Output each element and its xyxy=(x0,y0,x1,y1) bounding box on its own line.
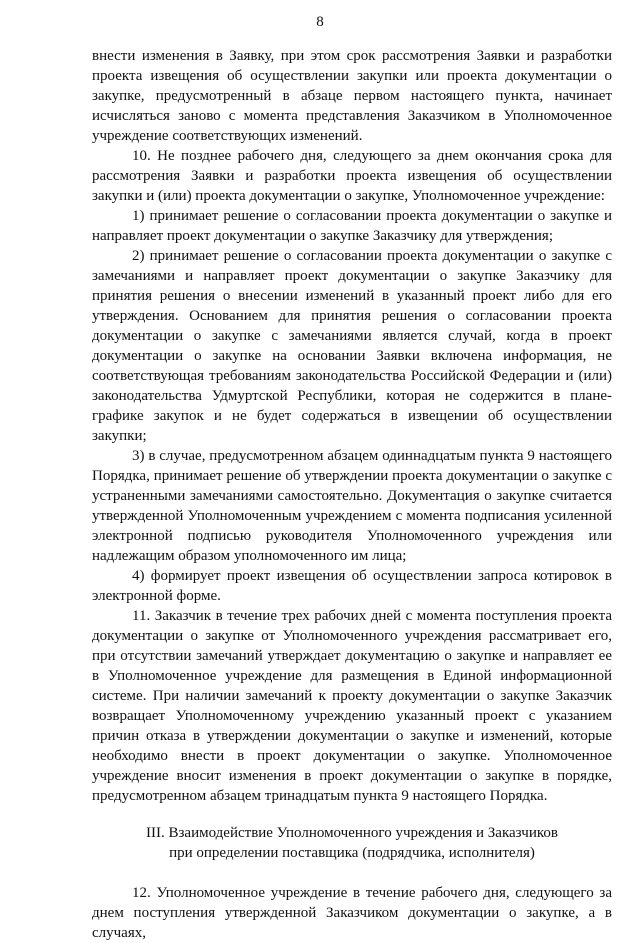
paragraph-subitem-1: 1) принимает решение о согласовании проекта документации о закупке и направляет проект документации о закупке Заказчику для утверждения; xyxy=(92,208,612,244)
paragraph-item-11: 11. Заказчик в течение трех рабочих дней с момента поступления проекта документации о закупке от Уполномоченного учреждения рассматривает его, при отсутствии замечаний утверждает документацию о закупке и направляет ее в Уполномоченное учреждение для размещения в Единой информационной системе. При наличии замечаний к проекту документации о закупке Заказчик возвращает Уполномоченному учреждению указанный проект с указанием причин отказа в утверждении документации о закупке и изменений, которые необходимо внести в проект документации о закупке. Уполномоченное учреждение вносит изменения в проект документации о закупке в порядке, предусмотренном абзацем тринадцатым пункта 9 настоящего Порядка. xyxy=(92,608,612,804)
section-heading-line-2: при определении поставщика (подрядчика, исполнителя) xyxy=(169,845,535,861)
document-body xyxy=(92,46,612,943)
paragraph-item-12: 12. Уполномоченное учреждение в течение рабочего дня, следующего за днем поступления утвержденной Заказчиком документации о закупке, а в случаях, xyxy=(92,885,612,941)
paragraph-subitem-3: 3) в случае, предусмотренном абзацем одиннадцатым пункта 9 настоящего Порядка, принимает решение об утверждении проекта документации о закупке с устраненными замечаниями самостоятельно. Документация о закупке считается утвержденной Уполномоченным учреждением с момента подписания усиленной электронной подписью руководителя Уполномоченного учреждения или надлежащим образом уполномоченного им лица; xyxy=(92,448,612,564)
page-number: 8 xyxy=(316,14,324,30)
paragraph-subitem-2: 2) принимает решение о согласовании проекта документации о закупке с замечаниями и направляет проект документации о закупке Заказчику для принятия решения о внесении изменений в указанный проект либо для его утверждения. Основанием для принятия решения о согласовании проекта документации о закупке с замечаниями является случай, когда в проект документации о закупке на основании Заявки включена информация, не соответствующая требованиям законодательства Российской Федерации и (или) законодательства Удмуртской Республики, которая не содержится в плане-графике закупок и не будет содержаться в извещении об осуществлении закупки; xyxy=(92,248,612,444)
section-heading xyxy=(92,823,612,863)
paragraph-item-10: 10. Не позднее рабочего дня, следующего за днем окончания срока для рассмотрения Заявки и разработки проекта извещения об осуществлении закупки и (или) проекта документации о закупке, Уполномоченное учреждение: xyxy=(92,148,612,204)
paragraph-continuation: внести изменения в Заявку, при этом срок рассмотрения Заявки и разработки проекта извещения об осуществлении закупки или проекта документации о закупке, предусмотренный в абзаце первом настоящего пункта, начинает исчисляться заново с момента представления Заказчиком в Уполномоченное учреждение соответствующих изменений. xyxy=(92,48,612,144)
section-heading-line-1: III. Взаимодействие Уполномоченного учреждения и Заказчиков xyxy=(146,825,558,841)
paragraph-subitem-4: 4) формирует проект извещения об осуществлении запроса котировок в электронной форме. xyxy=(92,568,612,604)
